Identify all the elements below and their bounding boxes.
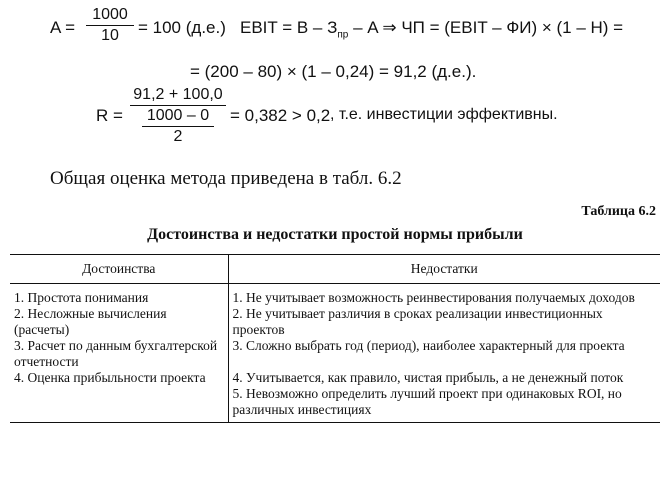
formula-r-numerator: 91,2 + 100,0 xyxy=(133,86,223,103)
table-cell: 1. Не учитывает возможность реинвестирования получаемых доходов xyxy=(232,290,635,305)
formula-r-inner-fraction xyxy=(142,107,214,146)
table-row xyxy=(10,306,660,338)
formula-r-comment: , т.е. инвестиции эффективны. xyxy=(330,106,558,123)
comparison-table xyxy=(10,254,660,423)
table-cell: 4. Оценка прибыльности проекта xyxy=(10,370,228,386)
table-row xyxy=(10,338,660,370)
formula-r-inner-numerator: 1000 – 0 xyxy=(146,107,210,124)
body-paragraph: Общая оценка метода приведена в табл. 6.2 xyxy=(50,168,402,189)
formula-a-fraction xyxy=(86,6,134,45)
table-cell: 2. Не учитывает различия в сроках реализации инвестиционных проектов xyxy=(232,306,603,337)
formula-ebit-part1: EBIT = B – З xyxy=(240,18,338,37)
column-header-disadvantages: Недостатки xyxy=(228,255,660,284)
table-cell: 1. Простота понимания xyxy=(10,284,228,307)
table-cell: 4. Учитывается, как правило, чистая прибыль, а не денежный поток xyxy=(232,370,624,385)
formula-np-result: = (200 – 80) × (1 – 0,24) = 91,2 (д.е.). xyxy=(190,62,477,81)
formula-a-label: A = xyxy=(50,18,76,37)
formula-ebit-part2: – A ⇒ ЧП = (EBIT – ФИ) × (1 – Н) = xyxy=(348,18,624,37)
table-row xyxy=(10,370,660,386)
table-cell: 3. Расчет по данным бухгалтерской отчетности xyxy=(10,338,228,370)
fraction-bar xyxy=(142,126,214,127)
formula-r-result: = 0,382 > 0,2 xyxy=(230,106,331,125)
formula-a-denominator: 10 xyxy=(101,27,119,44)
table-row xyxy=(10,386,660,423)
formula-ebit-sub: пр xyxy=(337,29,349,41)
table-cell xyxy=(10,386,228,423)
formula-ebit xyxy=(240,18,623,40)
formula-r-fraction xyxy=(130,86,226,146)
column-header-advantages: Достоинства xyxy=(10,255,228,284)
table-header-row xyxy=(10,255,660,284)
table-label: Таблица 6.2 xyxy=(581,204,656,219)
fraction-bar xyxy=(86,25,134,26)
formula-a-numerator: 1000 xyxy=(92,6,128,23)
formula-r-label: R = xyxy=(96,106,123,125)
table-cell: 2. Несложные вычисления (расчеты) xyxy=(10,306,228,338)
formula-a-result: = 100 (д.е.) xyxy=(138,18,226,37)
fraction-bar xyxy=(130,105,226,106)
table-cell: 3. Сложно выбрать год (период), наиболее характерный для проекта xyxy=(232,338,625,353)
table-title: Достоинства и недостатки простой нормы прибыли xyxy=(147,226,523,243)
table-row xyxy=(10,284,660,307)
table-cell: 5. Невозможно определить лучший проект при одинаковых ROI, но различных инвестициях xyxy=(228,386,660,423)
formula-r-inner-denominator: 2 xyxy=(173,128,183,145)
